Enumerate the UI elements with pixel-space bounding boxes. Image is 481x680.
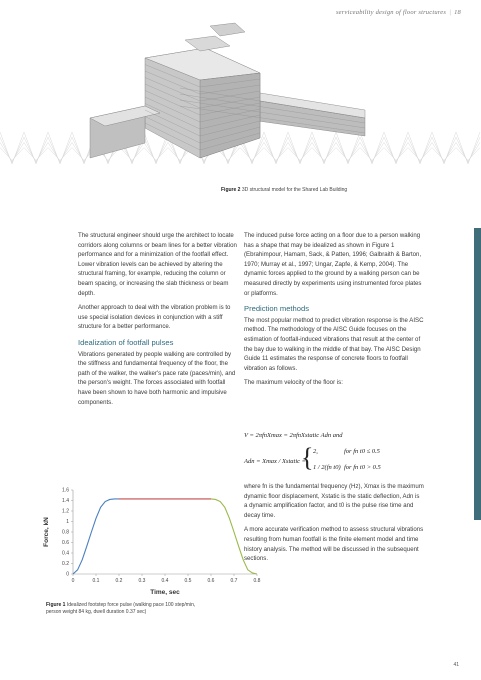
series-line-3	[211, 499, 257, 574]
x-tick-label: 0.5	[184, 578, 192, 584]
header-page-ref: 18	[454, 9, 461, 16]
figure-1-label: Figure 1	[46, 602, 66, 608]
y-tick-label: 0.8	[62, 529, 69, 536]
formula-brace: {	[301, 443, 314, 472]
paragraph-architect: The structural engineer should urge the architect to locate corridors along columns or beam lines for a better vibration performance and for a minimization of the footfall effect. Lower vibration levels can be achieved by altering the structural framing, for example, reducing the column or beam spacing, or increasing the slab thickness or beam depth.	[78, 232, 237, 297]
heading-prediction-methods: Prediction methods	[244, 304, 310, 314]
heading-footfall-pulses: Idealization of footfall pulses	[78, 337, 174, 347]
running-header	[336, 9, 461, 16]
right-column-continued	[244, 482, 424, 569]
figure-1-caption-line-1: Idealized footstep force pulse (walking pace 100 step/min,	[66, 602, 196, 608]
building-3d-model-image	[85, 18, 380, 176]
right-column	[244, 231, 424, 393]
left-column	[78, 231, 237, 412]
paragraph-fe-method: A more accurate verification method to assess structural vibrations resulting from human footfall is the finite element model and time history analysis. The method will be discussed in the subsequent sections.	[244, 526, 424, 563]
y-tick-label: 0	[66, 571, 69, 578]
series-line-1	[73, 499, 119, 574]
x-tick-label: 0.3	[138, 578, 146, 584]
paragraph-vibrations: Vibrations generated by people walking are controlled by the stiffness and fundamental frequency of the floor, the path of the walker, the walker's pace rate (paces/min), and the person's weight. The forces associated with footfall have been shown to have both harmonic and impulsive components.	[78, 350, 236, 406]
y-tick-label: 1.6	[62, 487, 69, 494]
x-tick-label: 0.7	[230, 578, 238, 584]
y-tick-label: 1.2	[62, 508, 69, 515]
page-number: 41	[453, 662, 459, 668]
footstep-force-chart	[40, 482, 265, 598]
y-tick-label: 1.4	[62, 498, 69, 505]
paragraph-max-velocity: The maximum velocity of the floor is:	[244, 379, 343, 387]
paragraph-definitions: where fn is the fundamental frequency (Hz), Xmax is the maximum dynamic floor displacement, Xstatic is the static deflection, Adn is a dynamic amplification factor, and t0 is the pulse rise time and decay time.	[244, 483, 424, 519]
y-tick-label: 1	[66, 519, 69, 526]
velocity-formula: V = 2πfnXmax = 2πfnXstatic Adn and	[244, 432, 343, 439]
header-title: serviceability design of floor structures	[335, 9, 447, 16]
y-axis-label: Force, kN	[43, 517, 50, 547]
formula-case2-value: 1 / 2(fn t0)	[313, 464, 341, 471]
figure-2-label: Figure 2	[221, 187, 241, 193]
x-tick-label: 0.2	[115, 578, 123, 584]
paragraph-pulse-force: The induced pulse force acting on a floor due to a person walking has a shape that may be idealized as shown in Figure 1 (Ebrahimpour, Hamam, Sack, & Patten, 1996; Galbraith & Barton, 1970; Murray et al., 1997; Ungar, Zapfe, & Kemp, 2004). The dynamic forces applied to the ground by a walking person can be measured directly by experiments using instrumented force plates or platforms.	[244, 232, 422, 297]
amplification-formula-lhs: Adn = Xmax / Xstatic =	[244, 458, 307, 465]
x-tick-label: 0.4	[161, 578, 169, 584]
y-tick-label: 0.2	[62, 561, 69, 568]
x-axis-label: Time, sec	[150, 589, 180, 596]
paragraph-aisc: The most popular method to predict vibration response is the AISC method. The methodology of the AISC Guide focuses on the estimation of footfall-induced vibrations that result at the center of the bay due to walking in the middle of that bay. The AISC Design Guide 11 estimates the response of concrete floors to footfall vibration as follows.	[244, 316, 424, 372]
formula-case1-condition: for fn t0 ≤ 0.5	[344, 448, 380, 455]
figure-2-caption	[221, 187, 347, 193]
figure-1-caption	[46, 602, 195, 616]
figure-1-caption-line-2: person weight 84 kg, dwell duration 0.37 sec)	[46, 609, 147, 615]
header-separator: |	[449, 9, 452, 16]
side-color-tab	[474, 228, 481, 520]
x-tick-label: 0	[71, 578, 75, 584]
x-tick-label: 0.1	[92, 578, 100, 584]
y-tick-label: 0.6	[62, 540, 69, 547]
x-tick-label: 0.6	[207, 578, 215, 584]
x-tick-label: 0.8	[253, 578, 261, 584]
figure-2-caption-text: 3D structural model for the Shared Lab Building	[241, 187, 348, 193]
paragraph-isolation: Another approach to deal with the vibration problem is to use special isolation devices in conjunction with a stiff structure for a better performance.	[78, 304, 231, 331]
formula-case1-value: 2,	[313, 448, 318, 455]
formula-case2-condition: for fn t0 > 0.5	[344, 464, 381, 471]
y-tick-label: 0.4	[62, 550, 69, 557]
